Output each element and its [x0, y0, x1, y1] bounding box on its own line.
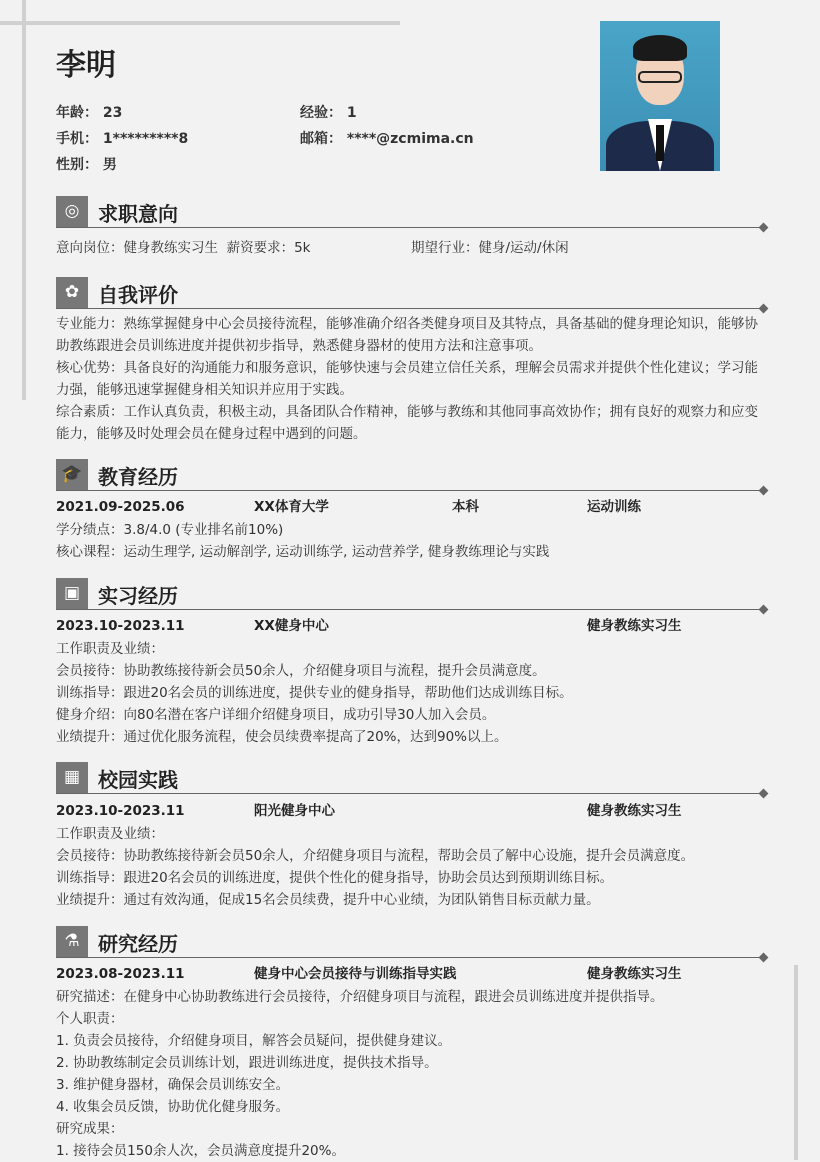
- line: 3. 维护健身器材，确保会员训练安全。: [56, 1077, 290, 1093]
- email-value: ****@zcmima.cn: [346, 131, 474, 147]
- diamond-icon: [759, 789, 769, 799]
- intent-industry: 期望行业：健身/运动/休闲: [411, 240, 569, 256]
- paragraph: 综合素质：工作认真负责，积极主动，具备团队合作精神，能够与教练和其他同事高效协作；拥有良好的观察力和应变能力，能够及时处理会员在健身过程中遇到的问题。: [56, 404, 758, 442]
- gender-label: 性别：: [56, 157, 98, 173]
- diamond-icon: [759, 223, 769, 233]
- role: 健身教练实习生: [587, 966, 682, 982]
- diamond-icon: [759, 486, 769, 496]
- experience-field: [300, 102, 357, 122]
- paragraph: 专业能力：熟练掌握健身中心会员接待流程，能够准确介绍各类健身项目及其特点，具备基础的健身理论知识，能够协助教练跟进会员训练进度并提供初步指导，熟悉健身器材的使用方法和注意事项。: [56, 316, 758, 354]
- degree: 本科: [452, 499, 479, 515]
- line: 1. 负责会员接待，介绍健身项目，解答会员疑问，提供健身建议。: [56, 1033, 452, 1049]
- line: 1. 接待会员150余人次，会员满意度提升20%。: [56, 1143, 345, 1159]
- decorative-line: [0, 21, 400, 25]
- section-header-intent: [56, 196, 764, 228]
- diamond-icon: [759, 304, 769, 314]
- gender-value: 男: [102, 157, 117, 173]
- section-header-internship: [56, 578, 764, 610]
- diamond-icon: [759, 605, 769, 615]
- line: 学分绩点：3.8/4.0 (专业排名前10%): [56, 522, 284, 538]
- organization: 阳光健身中心: [254, 803, 335, 819]
- age-field: [56, 102, 122, 122]
- line: 健身介绍：向80名潜在客户详细介绍健身项目，成功引导30人加入会员。: [56, 707, 496, 723]
- line: 研究描述：在健身中心协助教练进行会员接待，介绍健身项目与流程，跟进会员训练进度并提供指导。: [56, 989, 664, 1005]
- profile-photo: [600, 21, 720, 171]
- date: 2021.09-2025.06: [56, 499, 185, 515]
- education-row: [56, 496, 764, 518]
- research-row: [56, 963, 764, 985]
- internship-details: [56, 638, 766, 748]
- date: 2023.10-2023.11: [56, 803, 185, 819]
- briefcase-icon: ▣: [56, 578, 88, 609]
- intent-salary: 薪资要求：5k: [226, 240, 311, 256]
- email-field: [300, 128, 474, 148]
- decorative-line: [794, 965, 798, 1160]
- phone-field: [56, 128, 188, 148]
- role: 健身教练实习生: [587, 803, 682, 819]
- age-label: 年龄：: [56, 105, 98, 121]
- phone-label: 手机：: [56, 131, 98, 147]
- line: 4. 收集会员反馈，协助优化健身服务。: [56, 1099, 290, 1115]
- intent-position: 意向岗位：健身教练实习生: [56, 240, 218, 256]
- section-title: 实习经历: [98, 584, 178, 608]
- graduation-cap-icon: 🎓: [56, 459, 88, 490]
- line: 工作职责及业绩：: [56, 826, 164, 842]
- internship-row: [56, 615, 764, 637]
- paragraph: 核心优势：具备良好的沟通能力和服务意识，能够快速与会员建立信任关系，理解会员需求并提供个性化建议；学习能力强，能够迅速掌握健身相关知识并应用于实践。: [56, 360, 758, 398]
- diamond-icon: [759, 953, 769, 963]
- intent-line: [56, 237, 766, 259]
- section-title: 教育经历: [98, 465, 178, 489]
- school: XX体育大学: [254, 499, 329, 515]
- line: 核心课程：运动生理学, 运动解剖学, 运动训练学, 运动营养学, 健身教练理论与实践: [56, 544, 550, 560]
- section-header-education: [56, 459, 764, 491]
- campus-row: [56, 800, 764, 822]
- section-header-campus: [56, 762, 764, 794]
- section-title: 研究经历: [98, 932, 178, 956]
- date: 2023.10-2023.11: [56, 618, 185, 634]
- line: 工作职责及业绩：: [56, 641, 164, 657]
- role: 健身教练实习生: [587, 618, 682, 634]
- line: 训练指导：跟进20名会员的训练进度，提供专业的健身指导，帮助他们达成训练目标。: [56, 685, 573, 701]
- age-value: 23: [102, 105, 123, 121]
- self-evaluation: [56, 313, 766, 445]
- line: 业绩提升：通过优化服务流程，使会员续费率提高了20%，达到90%以上。: [56, 729, 508, 745]
- line: 会员接待：协助教练接待新会员50余人，介绍健身项目与流程，帮助会员了解中心设施，提升会员满意度。: [56, 848, 695, 864]
- section-title: 校园实践: [98, 768, 178, 792]
- section-title: 自我评价: [98, 283, 178, 307]
- date: 2023.08-2023.11: [56, 966, 185, 982]
- line: 会员接待：协助教练接待新会员50余人，介绍健身项目与流程，提升会员满意度。: [56, 663, 546, 679]
- email-label: 邮箱：: [300, 131, 342, 147]
- education-details: [56, 519, 766, 563]
- flower-icon: ✿: [56, 277, 88, 308]
- target-icon: ◎: [56, 196, 88, 227]
- decorative-line: [22, 0, 26, 400]
- exp-label: 经验：: [300, 105, 342, 121]
- section-title: 求职意向: [98, 202, 178, 226]
- line: 2. 协助教练制定会员训练计划，跟进训练进度，提供技术指导。: [56, 1055, 438, 1071]
- project: 健身中心会员接待与训练指导实践: [254, 966, 457, 982]
- campus-details: [56, 823, 766, 911]
- flask-icon: ⚗: [56, 926, 88, 957]
- organization: XX健身中心: [254, 618, 329, 634]
- section-header-self: [56, 277, 764, 309]
- exp-value: 1: [346, 105, 357, 121]
- line: 个人职责：: [56, 1011, 124, 1027]
- gender-field: [56, 154, 117, 174]
- line: 训练指导：跟进20名会员的训练进度，提供个性化的健身指导，协助会员达到预期训练目标。: [56, 870, 614, 886]
- line: 业绩提升：通过有效沟通，促成15名会员续费，提升中心业绩，为团队销售目标贡献力量。: [56, 892, 600, 908]
- line: 研究成果：: [56, 1121, 124, 1137]
- section-header-research: [56, 926, 764, 958]
- research-details: [56, 986, 766, 1162]
- candidate-name: 李明: [56, 48, 116, 83]
- phone-value: 1*********8: [102, 131, 189, 147]
- building-icon: ▦: [56, 762, 88, 793]
- major: 运动训练: [587, 499, 641, 515]
